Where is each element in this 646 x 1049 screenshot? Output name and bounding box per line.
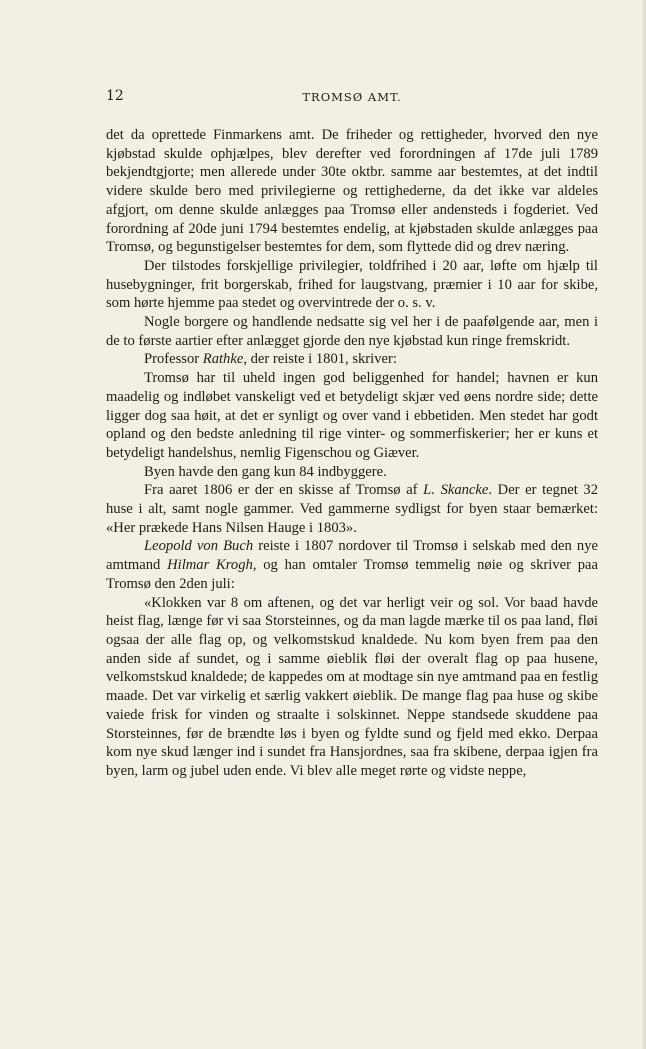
- page-number: 12: [106, 88, 124, 104]
- paragraph: [106, 369, 598, 463]
- running-title: TROMSØ AMT.: [302, 90, 402, 104]
- text-run: Nogle borgere og handlende nedsatte sig vel her i de paafølgende aar, men i de to første aartier efter anlægget gjorde den nye kjøbstad kun ringe fremskridt.: [106, 314, 598, 349]
- italic-name: Rathke: [202, 351, 244, 368]
- italic-name: Leopold von Buch: [144, 538, 254, 555]
- body-text: [106, 126, 598, 781]
- paragraph: [106, 257, 598, 313]
- page-header: [106, 88, 598, 108]
- italic-name: L. Skancke: [423, 482, 489, 499]
- text-run: Tromsø har til uheld ingen god beliggenhed for handel; havnen er kun maadelig og indløbet vanskeligt ved et betydeligt skjær ved øens nordre side; dette ligger dog saa høit, at det er synligt og over vand i ebbetiden. Men stedet har godt opland og den bedste anledning til rige vinter- og sommerfiskerier; her er kuns et betydeligt handelshus, nemlig Figenschou og Giæver.: [106, 370, 598, 461]
- paragraph: [106, 594, 598, 781]
- text-run: Professor: [144, 351, 203, 368]
- text-run: . Der er tegnet 32 huse i alt, samt nogle gammer. Ved gammerne sydligst for byen staar bemærket: «Her prækede Hans Nilsen Hauge i 1803».: [106, 482, 598, 536]
- text-run: «Klokken var 8 om aftenen, og det var herligt veir og sol. Vor baad havde heist flag, længe før vi saa Storsteinnes, og da man lagde mærke til os paa land, fløi ogsaa der alle flag op, og velkomstskud knaldede. Nu kom byen frem paa den anden side af sundet, og i samme øieblik fløi der overalt flag op paa husene, velkomstskud knaldede; de kappedes om at modtage sin nye amtmand paa en festlig maade. Det var virkelig et særlig vakkert øieblik. De mange flag paa huse og skibe vaiede frisk for vinden og straalte i solskinnet. Neppe standsede skuddene paa Storsteinnes, før de brændte løs i byen og fyldte sund og fjeld med ekko. Derpaa kom nye skud længer ind i sundet fra Hansjordnes, saa fra skibene, derpaa igjen fra byen, larm og jubel uden ende. Vi blev alle meget rørte og vidste neppe,: [106, 594, 599, 779]
- text-run: Byen havde den gang kun 84 indbyggere.: [144, 463, 387, 480]
- paragraph: [106, 126, 598, 257]
- text-run: , og han omtaler Tromsø temmelig nøie og skriver paa Tromsø den 2den juli:: [106, 557, 598, 592]
- text-run: det da oprettede Finmarkens amt. De friheder og rettigheder, hvorved den nye kjøbstad skulde ophjælpes, blev derefter ved forordningen af 17de juli 1789 bekjendtgjorte; men allerede under 30te oktbr. samme aar bestemtes, at det indtil videre skulde bero med privilegierne og rettighederne, da det ikke var aldeles afgjort, om denne skulde anlægges paa Tromsø eller andensteds i fogderiet. Ved forordning af 20de juni 1794 bestemtes endelig, at kjøbstaden skulde anlægges paa Tromsø, og begunstigelser bestemtes for dem, som flyttede did og drev næring.: [106, 127, 598, 256]
- paragraph: [106, 463, 598, 482]
- paragraph: [106, 313, 598, 350]
- text-run: Der tilstodes forskjellige privilegier, toldfrihed i 20 aar, løfte om hjælp til husebygninger, frit borgerskab, frihed for laugstvang, præmier i 10 aar for skibe, som hørte hjemme paa stedet og overvintrede der o. s. v.: [106, 257, 598, 312]
- text-run: , der reiste i 1801, skriver:: [243, 351, 397, 368]
- italic-name: Hilmar Krogh: [167, 557, 253, 574]
- text-run: reiste i 1807 nordover til Tromsø i selskab med den nye amtmand: [106, 538, 598, 574]
- paragraph: [106, 481, 598, 537]
- paragraph: [106, 537, 598, 593]
- paragraph: [106, 350, 598, 369]
- text-run: Fra aaret 1806 er der en skisse af Tromsø af: [144, 482, 424, 499]
